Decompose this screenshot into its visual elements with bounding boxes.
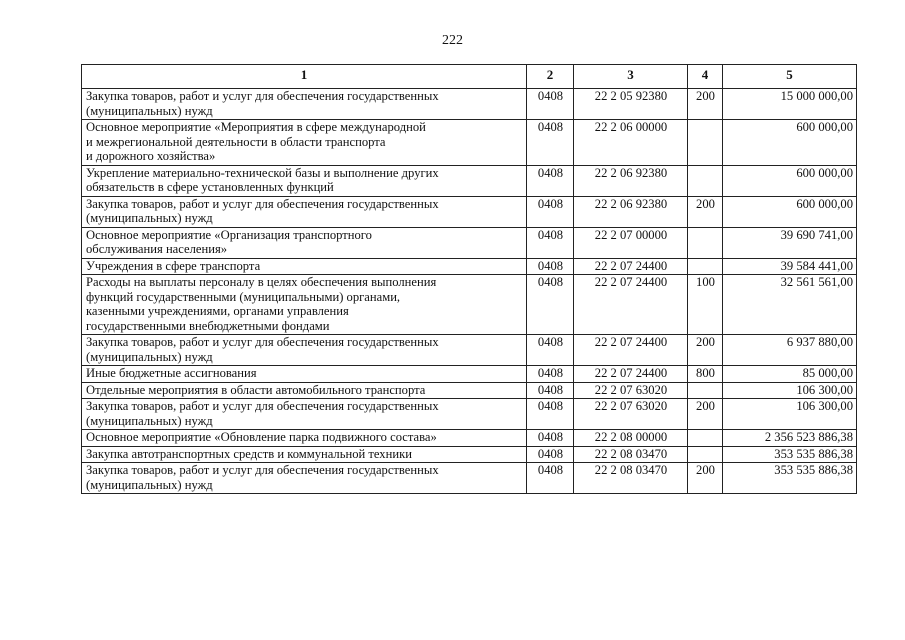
row-section-cell: 0408 — [527, 446, 574, 463]
header-col-2: 2 — [527, 65, 574, 89]
table-row — [82, 227, 857, 258]
table-row — [82, 430, 857, 447]
row-name-cell: Иные бюджетные ассигнования — [82, 366, 527, 383]
row-name-cell: Закупка товаров, работ и услуг для обеспечения государственных (муниципальных) нужд — [82, 196, 527, 227]
row-type-cell: 200 — [688, 196, 723, 227]
row-name-cell: Расходы на выплаты персоналу в целях обеспечения выполнения функций государственными (муниципальными) органами, казенными учреждениями, органами управления государственными внебюджетными фондами — [82, 275, 527, 335]
row-name-cell: Закупка товаров, работ и услуг для обеспечения государственных (муниципальных) нужд — [82, 463, 527, 494]
row-sum-cell: 600 000,00 — [723, 165, 857, 196]
row-name-cell: Основное мероприятие «Обновление парка подвижного состава» — [82, 430, 527, 447]
row-type-cell: 200 — [688, 399, 723, 430]
row-article-cell: 22 2 07 63020 — [574, 399, 688, 430]
row-name-cell: Закупка товаров, работ и услуг для обеспечения государственных (муниципальных) нужд — [82, 399, 527, 430]
row-type-cell — [688, 382, 723, 399]
row-type-cell — [688, 165, 723, 196]
row-type-cell: 200 — [688, 89, 723, 120]
row-sum-cell: 106 300,00 — [723, 382, 857, 399]
row-section-cell: 0408 — [527, 382, 574, 399]
row-type-cell — [688, 446, 723, 463]
row-sum-cell: 6 937 880,00 — [723, 335, 857, 366]
row-name-cell: Учреждения в сфере транспорта — [82, 258, 527, 275]
row-article-cell: 22 2 08 03470 — [574, 463, 688, 494]
table-row — [82, 399, 857, 430]
row-article-cell: 22 2 07 24400 — [574, 335, 688, 366]
page-number: 222 — [442, 33, 463, 48]
row-type-cell: 800 — [688, 366, 723, 383]
header-col-3: 3 — [574, 65, 688, 89]
row-sum-cell: 39 690 741,00 — [723, 227, 857, 258]
row-sum-cell: 85 000,00 — [723, 366, 857, 383]
header-col-1: 1 — [82, 65, 527, 89]
row-name-cell: Основное мероприятие «Организация транспортного обслуживания населения» — [82, 227, 527, 258]
table-row — [82, 120, 857, 166]
row-section-cell: 0408 — [527, 335, 574, 366]
row-name-cell: Укрепление материально-технической базы и выполнение других обязательств в сфере установленных функций — [82, 165, 527, 196]
row-name-cell: Закупка автотранспортных средств и коммунальной техники — [82, 446, 527, 463]
row-article-cell: 22 2 08 03470 — [574, 446, 688, 463]
row-section-cell: 0408 — [527, 258, 574, 275]
row-name-cell: Отдельные мероприятия в области автомобильного транспорта — [82, 382, 527, 399]
row-type-cell: 100 — [688, 275, 723, 335]
table-row — [82, 275, 857, 335]
row-sum-cell: 353 535 886,38 — [723, 463, 857, 494]
row-sum-cell: 32 561 561,00 — [723, 275, 857, 335]
row-type-cell — [688, 227, 723, 258]
row-section-cell: 0408 — [527, 196, 574, 227]
row-article-cell: 22 2 07 24400 — [574, 275, 688, 335]
row-section-cell: 0408 — [527, 227, 574, 258]
header-col-5: 5 — [723, 65, 857, 89]
row-section-cell: 0408 — [527, 89, 574, 120]
row-section-cell: 0408 — [527, 120, 574, 166]
row-article-cell: 22 2 06 92380 — [574, 165, 688, 196]
row-sum-cell: 106 300,00 — [723, 399, 857, 430]
row-article-cell: 22 2 07 24400 — [574, 258, 688, 275]
row-article-cell: 22 2 07 00000 — [574, 227, 688, 258]
row-type-cell: 200 — [688, 335, 723, 366]
table-row — [82, 446, 857, 463]
budget-table — [81, 64, 857, 494]
row-type-cell — [688, 430, 723, 447]
row-type-cell: 200 — [688, 463, 723, 494]
table-header-row — [82, 65, 857, 89]
row-section-cell: 0408 — [527, 275, 574, 335]
row-section-cell: 0408 — [527, 463, 574, 494]
row-article-cell: 22 2 06 92380 — [574, 196, 688, 227]
table-row — [82, 196, 857, 227]
table-row — [82, 89, 857, 120]
table-row — [82, 165, 857, 196]
row-article-cell: 22 2 08 00000 — [574, 430, 688, 447]
row-section-cell: 0408 — [527, 366, 574, 383]
table-row — [82, 366, 857, 383]
row-sum-cell: 600 000,00 — [723, 120, 857, 166]
row-name-cell: Закупка товаров, работ и услуг для обеспечения государственных (муниципальных) нужд — [82, 89, 527, 120]
row-sum-cell: 15 000 000,00 — [723, 89, 857, 120]
row-type-cell — [688, 258, 723, 275]
row-sum-cell: 600 000,00 — [723, 196, 857, 227]
table-row — [82, 463, 857, 494]
row-article-cell: 22 2 07 24400 — [574, 366, 688, 383]
row-name-cell: Основное мероприятие «Мероприятия в сфере международной и межрегиональной деятельности в области транспорта и дорожного хозяйства» — [82, 120, 527, 166]
row-sum-cell: 2 356 523 886,38 — [723, 430, 857, 447]
header-col-4: 4 — [688, 65, 723, 89]
row-sum-cell: 39 584 441,00 — [723, 258, 857, 275]
row-type-cell — [688, 120, 723, 166]
row-sum-cell: 353 535 886,38 — [723, 446, 857, 463]
table-row — [82, 335, 857, 366]
table-row — [82, 382, 857, 399]
row-section-cell: 0408 — [527, 165, 574, 196]
row-article-cell: 22 2 07 63020 — [574, 382, 688, 399]
row-section-cell: 0408 — [527, 430, 574, 447]
table-row — [82, 258, 857, 275]
row-section-cell: 0408 — [527, 399, 574, 430]
row-article-cell: 22 2 05 92380 — [574, 89, 688, 120]
row-name-cell: Закупка товаров, работ и услуг для обеспечения государственных (муниципальных) нужд — [82, 335, 527, 366]
row-article-cell: 22 2 06 00000 — [574, 120, 688, 166]
table-body — [82, 89, 857, 494]
